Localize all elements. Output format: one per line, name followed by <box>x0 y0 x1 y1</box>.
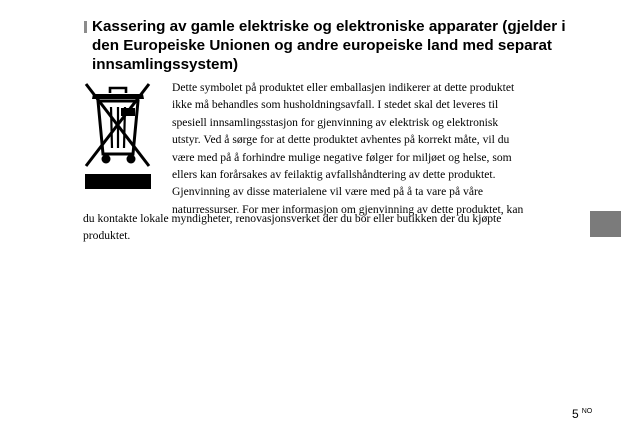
section-heading <box>84 17 589 74</box>
paragraph-line: være med på å forhindre mulige negative følger for miljøet og helse, som <box>172 150 512 164</box>
language-code: NO <box>581 408 593 415</box>
language-side-tab <box>590 211 621 237</box>
paragraph-line: utstyr. Ved å sørge for at dette produktet avhentes på korrekt måte, vil du <box>172 133 510 147</box>
paragraph-line: naturressurser. For mer informasjon om gjenvinning av dette produktet, kan <box>172 202 524 216</box>
page-number-value: 5 <box>572 407 579 421</box>
disposal-paragraph <box>172 79 587 218</box>
paragraph-line: Gjenvinning av disse materialene vil være med på å ta vare på våre <box>172 185 483 199</box>
crossed-out-wheeled-bin-icon <box>83 80 153 192</box>
paragraph-line: Dette symbolet på produktet eller emballasjen indikerer at dette produktet <box>172 81 515 94</box>
heading-marker-bar <box>84 21 87 33</box>
heading-line: Kassering av gamle elektriske og elektroniske apparater (gjelder i <box>92 18 566 35</box>
paragraph-line: ikke må behandles som husholdningsavfall. I stedet skal det leveres til <box>172 98 499 112</box>
paragraph-line: spesiell innsamlingsstasjon for gjenvinning av elektrisk og elektronisk <box>172 115 499 129</box>
paragraph-line: ellers kan forårsakes av feilaktig avfallshåndtering av dette produktet. <box>172 168 496 182</box>
disposal-paragraph-continued <box>83 210 588 245</box>
paragraph-line: du kontakte lokale myndigheter, renovasjonsverket der du bor eller butikken der du kjøpte <box>83 212 502 225</box>
page-number <box>572 405 592 421</box>
paragraph-line: produktet. <box>83 229 131 243</box>
heading-line: den Europeiske Unionen og andre europeiske land med separat <box>92 37 552 54</box>
heading-line: innsamlingssystem) <box>92 56 239 73</box>
